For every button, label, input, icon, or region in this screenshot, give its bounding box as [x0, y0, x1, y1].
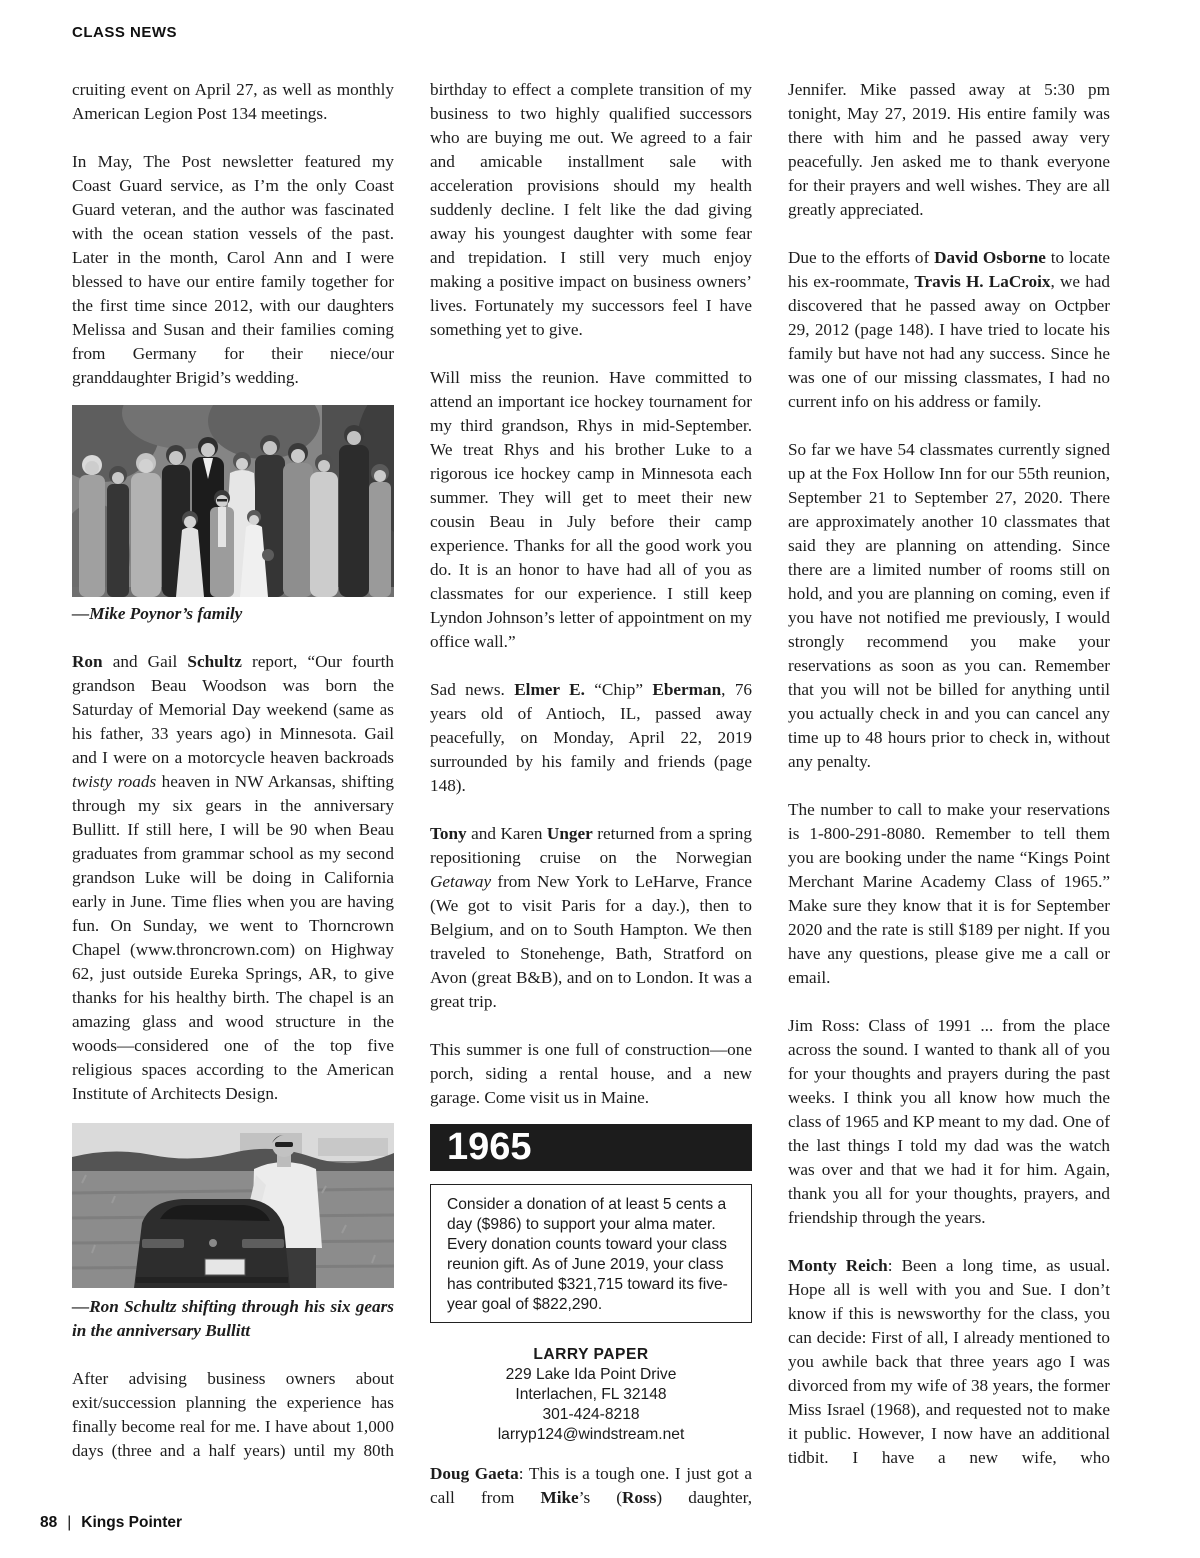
italic-text: twisty roads [72, 772, 157, 791]
person-figure [79, 455, 105, 597]
column-3 [788, 78, 1110, 1470]
article-paragraph: Jim Ross: Class of 1991 ... from the place across the sound. I wanted to thank all of you for your thoughts and prayers during the past weeks. I think you all know how much the class of 1965 and KP meant to my dad. One of the last things I told my dad was the watch was over and that we had it for him. Again, thank you all for your thoughts, prayers, and friendship through the years. [788, 1016, 1110, 1227]
photo-caption: —Ron Schultz shifting through his six gears in the anniversary Bullitt [72, 1297, 394, 1340]
contact-city: Interlachen, FL 32148 [515, 1386, 667, 1403]
text-run: report, “Our fourth grandson Beau Woodson was born the Saturday of Memorial Day weekend (same as his father, 33 years ago) in Minnesota. Gail and I were on a motorcycle heaven backroads [72, 652, 394, 767]
bold-name: Schultz [187, 652, 242, 671]
footer-separator: | [67, 1514, 72, 1531]
italic-text: Getaway [430, 872, 492, 891]
article-paragraph: Jennifer. Mike passed away at 5:30 pm tonight, May 27, 2019. His entire family was there with him and he passed away very peacefully. Jen asked me to thank everyone for their prayers and well wishes. They are all greatly appreciated. [788, 80, 1110, 219]
person-figure [339, 425, 369, 597]
text-run: , 76 years old of Antioch, IL, passed away peacefully, on Monday, April 22, 2019 surrounded by his family and friends (page 148). [430, 680, 753, 795]
text-run: Due to the efforts of [788, 248, 935, 267]
bold-name: David Osborne [934, 248, 1046, 267]
text-run: returned from a spring repositioning cruise on the Norwegian [430, 824, 752, 867]
article-paragraph [430, 822, 752, 1014]
donation-notice-box: Consider a donation of at least 5 cents a day ($986) to support your alma mater. Every donation counts toward your class reunion gift. As of June 2019, your class has contributed $321,715 toward its five-year goal of $822,290. [430, 1184, 752, 1323]
person-figure [283, 443, 313, 597]
bold-name: Travis H. LaCroix [914, 272, 1051, 291]
contact-address: 229 Lake Ida Point Drive [505, 1366, 677, 1383]
article-paragraph [788, 1254, 1110, 1470]
bold-name: Eberman [652, 680, 722, 699]
text-run: from New York to LeHarve, France (We got to visit Paris for a day.), then to Belgium, and on to South Hampton. We then traveled to Stonehenge, Bath, Stratford on Avon (great B&B), and on to London. It was a great trip. [430, 872, 752, 1011]
bold-name: Ross [622, 1488, 657, 1507]
bold-name: Unger [546, 824, 593, 843]
article-paragraph [430, 678, 752, 798]
text-run: , we had discovered that he passed away on Octpber 29, 2012 (page 148). I have tried to locate his family but have not had any success. Since he was one of our missing classmates, I had no current info on his address or family. [788, 272, 1111, 411]
contact-name: LARRY PAPER [533, 1346, 649, 1363]
article-paragraph [430, 1462, 752, 1510]
person-figure [107, 466, 129, 597]
article-paragraph [788, 246, 1110, 414]
photo-caption: —Mike Poynor’s family [72, 604, 243, 623]
bold-name: Monty Reich [788, 1256, 888, 1275]
article-paragraph: cruiting event on April 27, as well as monthly American Legion Post 134 meetings. [72, 80, 394, 123]
column-1 [72, 78, 394, 1463]
bold-name: Elmer E. [514, 680, 585, 699]
text-run: to locate his ex-roommate, [788, 248, 1110, 291]
car-photo [72, 1123, 394, 1288]
contact-email: larryp124@windstream.net [497, 1426, 685, 1443]
article-paragraph: In May, The Post newsletter featured my Coast Guard service, as I’m the only Coast Guard veteran, and the author was fascinated with the ocean station vessels of the past. Later in the month, Carol Ann and I were blessed to have our entire family together for the first time since 2012, with our daughters Melissa and Susan and their families coming from Germany for their niece/our granddaughter Brigid’s wedding. [72, 152, 394, 387]
text-run: heaven in NW Arkansas, shifting through my six gears in the anniversary Bullitt. If still here, I will be 90 when Beau graduates from grammar school as my second grandson Luke will be doing in California early in June. Time flies when you are having fun. On Sunday, we went to Thorncrown Chapel (www.throncrown.com) on Highway 62, just outside Eureka Springs, AR, to give thanks for his healthy birth. The chapel is an amazing glass and wood structure in the woods—considered one of the top five religious spaces according to the American Institute of Architects Design. [72, 772, 394, 1103]
page-footer [40, 1513, 182, 1533]
text-run: “Chip” [584, 680, 653, 699]
bold-name: Tony [430, 824, 467, 843]
class-secretary-contact [430, 1345, 752, 1445]
article-paragraph: birthday to effect a complete transition of my business to two highly qualified successors who are buying me out. We agreed to a fair and amicable installment sale with acceleration provisions should my health suddenly decline. I felt like the dad giving away his youngest daughter with some fear and trepidation. I still very much enjoy making a positive impact on business owners’ lives. Fortunately my successors feel I have something yet to give. [430, 80, 752, 339]
article-paragraph: This summer is one full of construction—one porch, siding a rental house, and a new garage. Come visit us in Maine. [430, 1040, 752, 1107]
text-run: Sad news. [430, 680, 515, 699]
text-run: : Been a long time, as usual. Hope all is well with you and Sue. I don’t know if this is newsworthy for the class, you can decide: First of all, I already mentioned to you awhile back that three years ago I was divorced from my wife of 38 years, the former Miss Israel (1968), and requested not to make it public. However, I now have an additional tidbit. I have a new wife, who [788, 1256, 1111, 1467]
contact-phone: 301-424-8218 [542, 1406, 640, 1423]
page-number: 88 [40, 1514, 58, 1531]
family-photo [72, 405, 394, 597]
article-paragraph: So far we have 54 classmates currently signed up at the Fox Hollow Inn for our 55th reunion, September 21 to September 27, 2020. There are approximately another 10 classmates that said they are planning on attending. Since there are a limited number of rooms still on hold, and you are planning on coming, even if you have not notified me previously, I would strongly recommend you make your reservations as soon as you can. Remember that you will not be billed for anything until you actually check in and you can cancel any time up to 48 hours prior to check in, without any penalty. [788, 440, 1110, 771]
person-figure [310, 454, 338, 597]
text-run: and Karen [466, 824, 547, 843]
person-figure [131, 453, 161, 597]
car-rear [134, 1199, 290, 1288]
article-paragraph: The number to call to make your reservations is 1-800-291-8080. Remember to tell them you are booking under the name “Kings Point Merchant Marine Academy Class of 1965.” Make sure they know that it is for September 2020 and the rate is still $189 per night. If you have any questions, please give me a call or email. [788, 800, 1110, 987]
text-run: ’s ( [578, 1488, 623, 1507]
class-year-banner: 1965 [430, 1124, 752, 1171]
bold-name: Ron [72, 652, 103, 671]
text-run: ) daughter, [656, 1488, 753, 1507]
publication-title: Kings Pointer [81, 1514, 183, 1531]
text-run: : This is a tough one. I just got a call from [430, 1464, 752, 1507]
article-paragraph [72, 650, 394, 1106]
column-2 [430, 78, 752, 1510]
article-paragraph: Will miss the reunion. Have committed to attend an important ice hockey tournament for my third grandson, Rhys in mid-September. We treat Rhys and his brother Luke to a rigorous ice hockey camp in Minnesota each summer. They will get to meet their new cousin Beau in July before their camp experience. Thanks for all the good work you do. It is an honor to have had all of you as classmates for our experience. I still keep Lyndon Johnson’s letter of appointment on my office wall.” [430, 368, 752, 651]
article-paragraph: After advising business owners about exit/succession planning the experience has finally become real for me. I have about 1,000 days (three and a half years) until my 80th [72, 1369, 394, 1460]
text-run: and Gail [102, 652, 188, 671]
person-figure [369, 464, 391, 597]
section-title: CLASS NEWS [72, 24, 178, 41]
bold-name: Doug Gaeta [430, 1464, 519, 1483]
bold-name: Mike [540, 1488, 579, 1507]
